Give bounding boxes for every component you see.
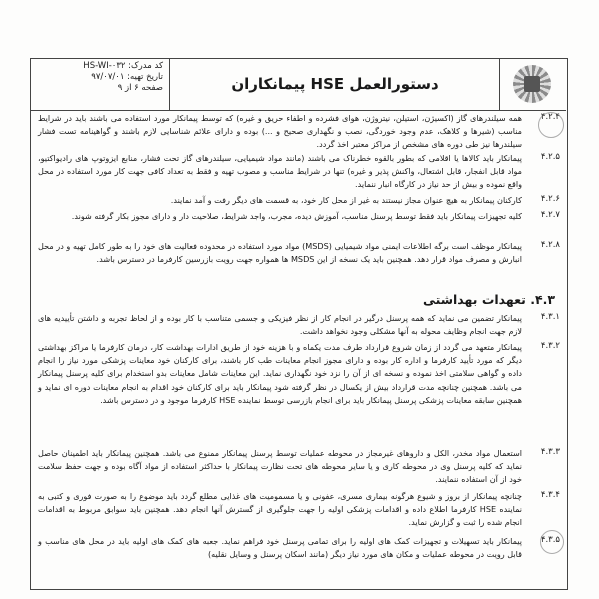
page-number: صفحه ۶ از ۹ [117,83,163,93]
item-text: پیمانکار متعهد می گردد از زمان شروع قرارداد طرف مدت یکماه و با هزینه خود از طریق ادارات بهداشت کار، درمان کارفرما یا مراکز بهداشتی دیگر که مورد تأیید کارفرما و اداره کار بوده و دارای مجوز انجام معاینات طب کار باشند، برای کارکنان خود معاینات پزشکی مورد نیاز را انجام داده و گواهی سلامتی اخذ نموده و نسخه ای از آن را نزد خود نگهداری نماید. این معاینات شامل معاینات بدو استخدام برای کلیه پرسنل پیمانکار می باشد. همچنین چنانچه مدت قرارداد بیش از یکسال در نظر گرفته شود پیمانکار باید برای کارکنان خود اقدام به انجام معاینات دوره ای نماید و همچنین سابقه معاینات پزشکی پرسنل پیمانکار باید برای انجام بازرسی توسط نماینده HSE کارفرما موجود و در دسترس باشد. [38,342,522,405]
stamp-mark [538,112,564,138]
document-date: تاریخ تهیه: ۹۷/۰۷/۰۱ [91,72,163,82]
item-number: ۴.۳.۲ [540,341,560,351]
item-number: ۴.۲.۸ [540,240,560,250]
item-number: ۴.۲.۵ [540,152,560,162]
item-text: کارکنان پیمانکار به هیچ عنوان مجاز نیستند به غیر از محل کار خود، به قسمت های دیگر رفت و آمد نمایند. [170,195,522,205]
list-item [30,194,566,208]
list-item [30,535,566,575]
item-text: چنانچه پیمانکار از بروز و شیوع هرگونه بیماری مسری، عفونی و یا مسمومیت های غذایی مطلع گردد باید موضوع را به صورت فوری و کتبی به نماینده HSE کارفرما اطلاع داده و اقدامات پزشکی اولیه را جهت جلوگیری از گسترش آنها انجام دهد. همچنین باید سوابق مربوط به اقدامات انجام شده را ثبت و گزارش نماید. [38,491,523,528]
list-item [30,447,566,487]
document-header [30,58,566,111]
list-item [30,112,566,152]
section-title: ۴.۳. تعهدات بهداشتی [422,292,555,307]
item-text: کلیه تجهیزات پیمانکار باید فقط توسط پرسنل مناسب، آموزش دیده، مجرب، واجد شرایط، صلاحیت دار و دارای مجوز بکار گرفته شوند. [71,211,522,221]
item-text: پیمانکار تضمین می نماید که همه پرسنل درگیر در انجام کار از نظر فیزیکی و جسمی متناسب با کار بوده و از لحاظ تجربه و داشتن تأییدیه های لازم جهت انجام وظایف محوله به آنها مشکلی وجود نخواهد داشت. [38,313,522,337]
item-number: ۴.۲.۷ [540,210,560,220]
item-number: ۴.۳.۴ [540,490,560,500]
item-number: ۴.۲.۶ [540,194,560,204]
list-item [30,240,566,282]
item-text: پیمانکار موظف است برگه اطلاعات ایمنی مواد شیمیایی (MSDS) مواد مورد استفاده در محدوده فعالیت های خود را به طور کامل تهیه و در محل انبارش و مصرف مواد قرار دهد. همچنین باید یک نسخه از این MSDS ها همواره جهت رویت بازرسین کارفرما در دسترس باشد. [38,241,522,265]
list-item [30,210,566,238]
item-number: ۴.۲.۴ [540,112,560,122]
item-number: ۴.۳.۳ [540,447,560,457]
document-code: کد مدرک: HS-WI-۰۳۲ [83,61,163,71]
list-item [30,341,566,441]
item-text: استعمال مواد مخدر، الکل و داروهای غیرمجاز در محوطه عملیات توسط پرسنل پیمانکار ممنوع می باشد. همچنین پیمانکار باید اطمینان حاصل نماید که کلیه پرسنل وی در محوطه کاری و یا سایر محوطه های تحت نظارت پیمانکار با حداکثر استفاده از مواد آگاه بوده و جهت حفظ سلامت خود از آن استفاده ننمایند. [38,448,522,485]
company-logo [499,58,566,110]
item-number: ۴.۳.۱ [540,312,560,322]
document-meta-box [30,58,170,110]
stamp-mark [540,530,564,554]
item-text: پیمانکار باید تسهیلات و تجهیزات کمک های اولیه را برای تمامی پرسنل خود فراهم نماید. جعبه های کمک های اولیه باید در محل های مناسب و قابل رویت در محوطه عملیات و مکان های مورد نیاز دیگر (مانند اسکان پرسنل و وسایل نقلیه) [38,536,522,560]
list-item [30,490,566,530]
list-item [30,312,566,340]
document-title: دستورالعمل HSE پیمانکاران [231,75,439,93]
item-text: همه سیلندرهای گاز (اکسیژن، استیلن، نیتروژن، هوای فشرده و اطفاء حریق و غیره) که توسط پیمانکار مورد استفاده می باشند باید در شرایط مناسب (شیرها و کلاهک، عدم وجود خوردگی، نصب و نگهداری صحیح و ...) بوده و دارای علائم شناسایی لازم باشند و گواهینامه تست فشار سیلندرها نیز طی دوره های مشخص از مراکز معتبر اخذ گردد. [38,113,522,150]
item-number: ۴.۳.۵ [540,535,560,545]
list-item [30,152,566,192]
item-text: پیمانکار باید کالاها یا اقلامی که بطور بالقوه خطرناک می باشند (مانند مواد شیمیایی، سیلندرهای گاز تحت فشار، منابع ایزوتوپ های رادیواکتیو، مواد قابل انفجار، قابل اشتعال، واکنش پذیر و غیره) تنها در شرایط مناسب و مصوب تهیه و فقط به تعداد کافی جهت کار مورد استفاده در محل واقع نموده و بیش از حد نیاز در کارگاه انبار ننماید. [38,153,522,190]
